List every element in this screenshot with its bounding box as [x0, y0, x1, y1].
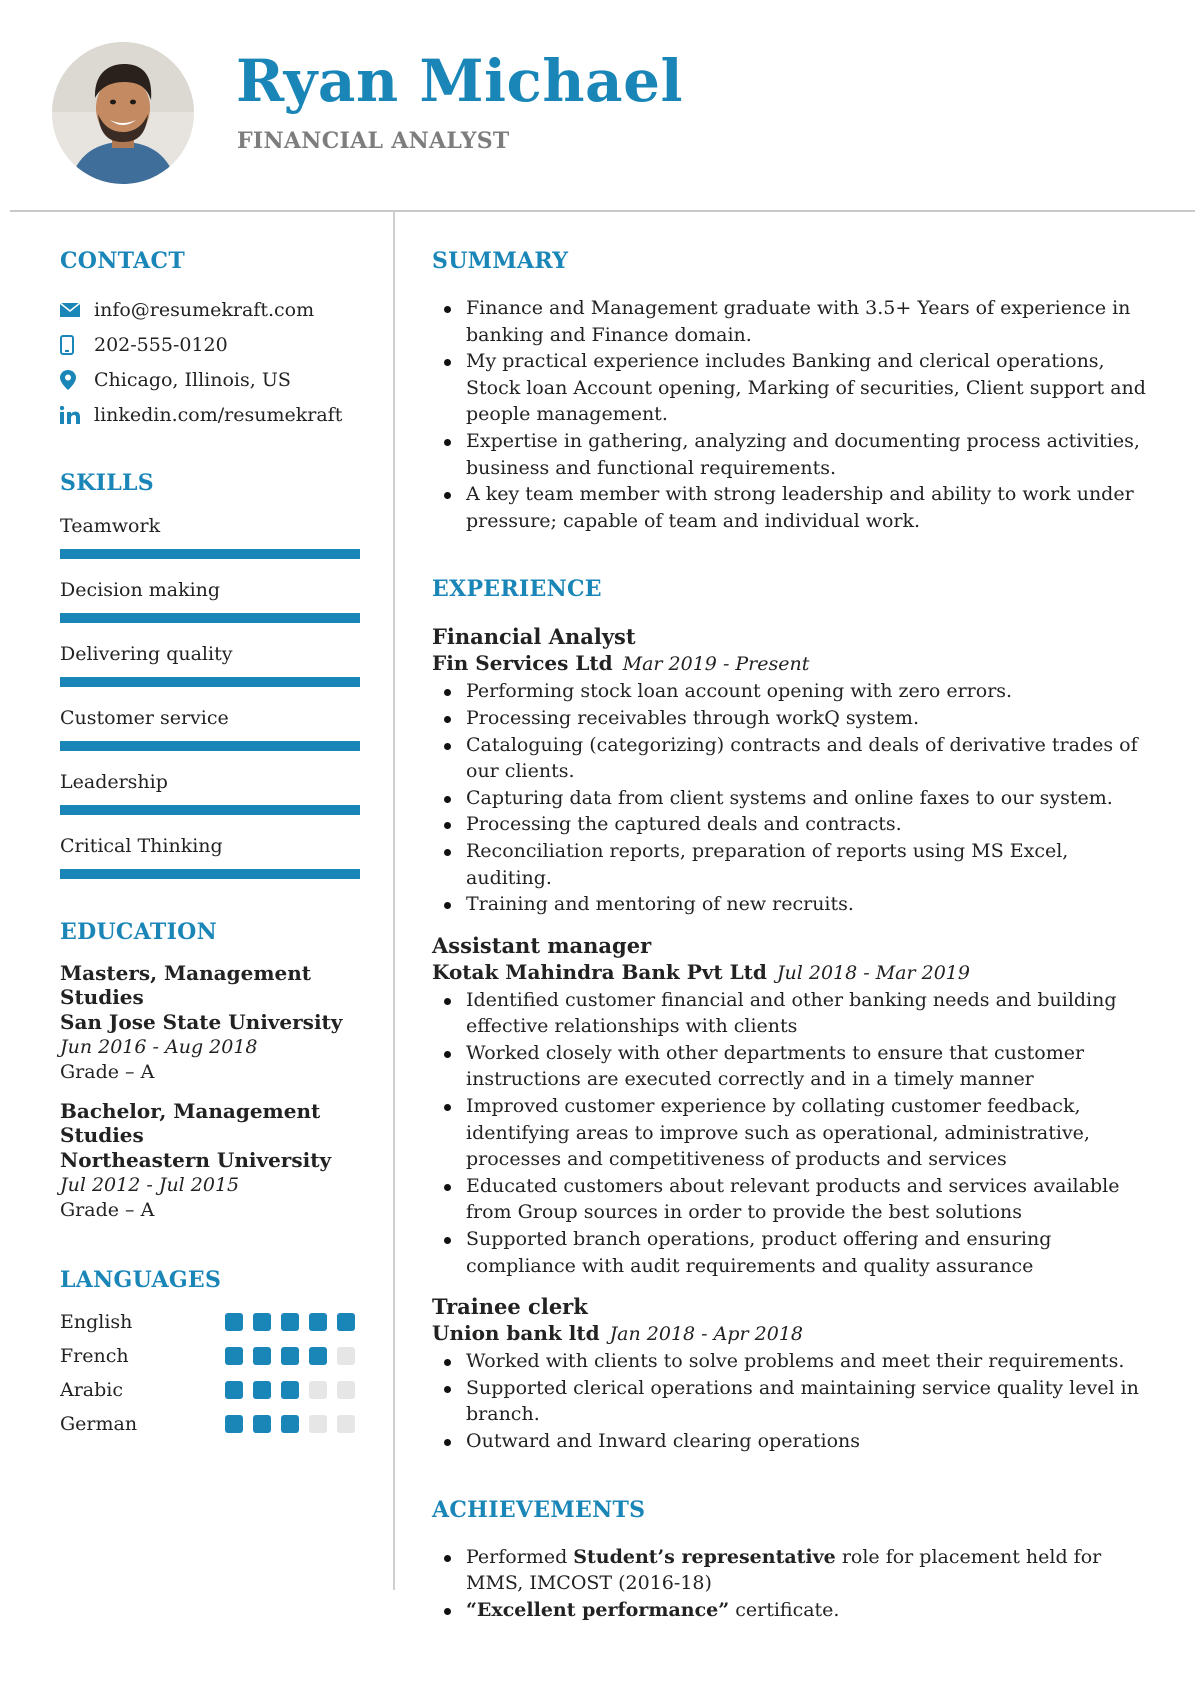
contact-linkedin[interactable] [60, 397, 360, 432]
job-bullet: Identified customer financial and other banking needs and building effective relationships with clients [432, 987, 1147, 1040]
languages-section [60, 1267, 360, 1441]
job-bullet: Educated customers about relevant products and services available from Group sources in order to provide the best solutions [432, 1173, 1147, 1226]
skills-section [60, 470, 360, 879]
job-role: Trainee clerk [432, 1294, 588, 1320]
skill-bar [60, 805, 360, 815]
achievement-bullet [432, 1597, 1147, 1624]
job-bullet: Processing receivables through workQ system. [432, 705, 1147, 732]
skill-bar [60, 741, 360, 751]
level-dot-empty [309, 1415, 327, 1433]
contact-heading: CONTACT [60, 248, 186, 274]
skill-bar [60, 869, 360, 879]
language-item [60, 1373, 360, 1407]
skill-item [60, 576, 360, 623]
language-name: German [60, 1413, 138, 1435]
contact-email[interactable] [60, 292, 360, 327]
education-section [60, 919, 360, 1223]
job-company: Fin Services Ltd [432, 651, 613, 676]
job-title: FINANCIAL ANALYST [237, 128, 510, 154]
level-dot-filled [225, 1381, 243, 1399]
education-degree: Masters, Management Studies [60, 961, 312, 1009]
level-dot-filled [281, 1381, 299, 1399]
job-bullet: Outward and Inward clearing operations [432, 1428, 1147, 1455]
level-dot-filled [337, 1313, 355, 1331]
skill-item [60, 512, 360, 559]
achievements-section [432, 1497, 1147, 1624]
contact-email-text: info@resumekraft.com [94, 298, 315, 321]
level-dot-filled [281, 1415, 299, 1433]
language-item [60, 1339, 360, 1373]
level-dot-empty [337, 1381, 355, 1399]
location-pin-icon [60, 370, 94, 390]
level-dot-filled [309, 1313, 327, 1331]
phone-icon [60, 335, 94, 355]
skill-item [60, 704, 360, 751]
language-name: Arabic [60, 1379, 124, 1401]
summary-bullet: A key team member with strong leadership and ability to work under pressure; capable of team and individual work. [432, 481, 1147, 534]
level-dot-filled [281, 1313, 299, 1331]
job-bullets [432, 678, 1147, 917]
language-level [225, 1381, 355, 1399]
achievement-emphasis: “Excellent performance” [466, 1598, 730, 1621]
achievements-list [432, 1544, 1147, 1624]
job-bullet: Processing the captured deals and contracts. [432, 811, 1147, 838]
column-divider [393, 212, 395, 1590]
job-company: Kotak Mahindra Bank Pvt Ltd [432, 959, 767, 984]
languages-heading: LANGUAGES [60, 1267, 222, 1293]
job-item [432, 1293, 1147, 1454]
job-bullet: Performing stock loan account opening with zero errors. [432, 678, 1147, 705]
summary-bullet: My practical experience includes Banking and clerical operations, Stock loan Account opening, Marking of securities, Client support and people management. [432, 348, 1147, 428]
level-dot-filled [253, 1381, 271, 1399]
skills-heading: SKILLS [60, 470, 154, 496]
left-column [60, 248, 360, 1441]
envelope-icon [60, 303, 94, 317]
level-dot-filled [225, 1313, 243, 1331]
education-dates: Jul 2012 - Jul 2015 [60, 1174, 240, 1196]
language-item [60, 1305, 360, 1339]
contact-phone-text: 202-555-0120 [94, 333, 228, 356]
skill-bar [60, 613, 360, 623]
job-company-line [432, 959, 1147, 987]
summary-section [432, 248, 1147, 534]
job-bullets [432, 987, 1147, 1280]
level-dot-filled [253, 1415, 271, 1433]
candidate-name: Ryan Michael [236, 47, 684, 115]
language-level [225, 1313, 355, 1331]
skill-label: Customer service [60, 707, 229, 729]
education-item [60, 961, 360, 1085]
job-item [432, 623, 1147, 917]
achievement-emphasis: Student’s representative [573, 1545, 836, 1568]
education-heading: EDUCATION [60, 919, 218, 945]
linkedin-icon [60, 406, 94, 424]
summary-bullet: Finance and Management graduate with 3.5+ Years of experience in banking and Finance domain. [432, 295, 1147, 348]
job-bullet: Reconciliation reports, preparation of reports using MS Excel, auditing. [432, 838, 1147, 891]
job-bullet: Worked with clients to solve problems and meet their requirements. [432, 1348, 1147, 1375]
job-bullets [432, 1348, 1147, 1454]
job-bullet: Cataloguing (categorizing) contracts and deals of derivative trades of our clients. [432, 732, 1147, 785]
summary-bullet: Expertise in gathering, analyzing and documenting process activities, business and functional requirements. [432, 428, 1147, 481]
skill-item [60, 832, 360, 879]
summary-list [432, 295, 1147, 534]
languages-list [60, 1305, 360, 1441]
achievement-text: role for placement held for MMS, IMCOST (2016-18) [466, 1545, 1102, 1595]
job-bullet: Training and mentoring of new recruits. [432, 891, 1147, 918]
job-company: Union bank ltd [432, 1321, 600, 1346]
level-dot-filled [225, 1415, 243, 1433]
job-dates: Mar 2019 - Present [622, 653, 810, 676]
job-bullet: Capturing data from client systems and online faxes to our system. [432, 785, 1147, 812]
education-grade: Grade – A [60, 1199, 155, 1221]
achievement-text: certificate. [729, 1598, 840, 1621]
job-dates: Jul 2018 - Mar 2019 [776, 961, 970, 984]
avatar [52, 42, 194, 184]
level-dot-empty [337, 1347, 355, 1365]
language-item [60, 1407, 360, 1441]
achievement-text: Performed [466, 1545, 574, 1568]
contact-phone[interactable] [60, 327, 360, 362]
language-level [225, 1415, 355, 1433]
level-dot-empty [309, 1381, 327, 1399]
education-dates: Jun 2016 - Aug 2018 [60, 1036, 258, 1058]
level-dot-empty [337, 1415, 355, 1433]
achievements-heading: ACHIEVEMENTS [432, 1496, 646, 1523]
job-bullet: Improved customer experience by collating customer feedback, identifying areas to improve such as operational, administrative, processes and competitiveness of products and services [432, 1093, 1147, 1173]
language-name: French [60, 1345, 129, 1367]
contact-location [60, 362, 360, 397]
level-dot-filled [281, 1347, 299, 1365]
level-dot-filled [225, 1347, 243, 1365]
header-divider [10, 210, 1195, 212]
contact-section [60, 248, 360, 432]
skill-label: Delivering quality [60, 643, 233, 665]
job-item [432, 932, 1147, 1280]
skill-bar [60, 677, 360, 687]
contact-location-text: Chicago, Illinois, US [94, 368, 291, 391]
job-bullet: Worked closely with other departments to ensure that customer instructions are executed correctly and in a timely manner [432, 1040, 1147, 1093]
skill-label: Critical Thinking [60, 835, 223, 857]
level-dot-filled [309, 1347, 327, 1365]
skill-bar [60, 549, 360, 559]
education-grade: Grade – A [60, 1061, 155, 1083]
experience-section [432, 576, 1147, 1454]
skill-label: Teamwork [60, 515, 161, 537]
education-degree: Bachelor, Management Studies [60, 1099, 321, 1147]
job-bullet: Supported branch operations, product offering and ensuring compliance with audit requirements and quality assurance [432, 1226, 1147, 1279]
level-dot-filled [253, 1313, 271, 1331]
summary-heading: SUMMARY [432, 248, 569, 274]
language-name: English [60, 1311, 133, 1333]
education-school: San Jose State University [60, 1010, 343, 1034]
skill-item [60, 768, 360, 815]
job-bullet: Supported clerical operations and maintaining service quality level in branch. [432, 1375, 1147, 1428]
achievement-bullet [432, 1544, 1147, 1597]
skill-label: Leadership [60, 771, 168, 793]
level-dot-filled [253, 1347, 271, 1365]
education-school: Northeastern University [60, 1148, 332, 1172]
skill-label: Decision making [60, 579, 221, 601]
job-company-line [432, 1320, 1147, 1348]
experience-heading: EXPERIENCE [432, 576, 602, 603]
job-role: Financial Analyst [432, 624, 636, 650]
language-level [225, 1347, 355, 1365]
job-role: Assistant manager [432, 932, 652, 958]
skill-item [60, 640, 360, 687]
job-company-line [432, 650, 1147, 678]
profile-photo [52, 42, 194, 184]
contact-linkedin-text: linkedin.com/resumekraft [94, 403, 343, 426]
right-column [432, 248, 1147, 1623]
job-dates: Jan 2018 - Apr 2018 [609, 1323, 803, 1346]
education-item [60, 1099, 360, 1223]
